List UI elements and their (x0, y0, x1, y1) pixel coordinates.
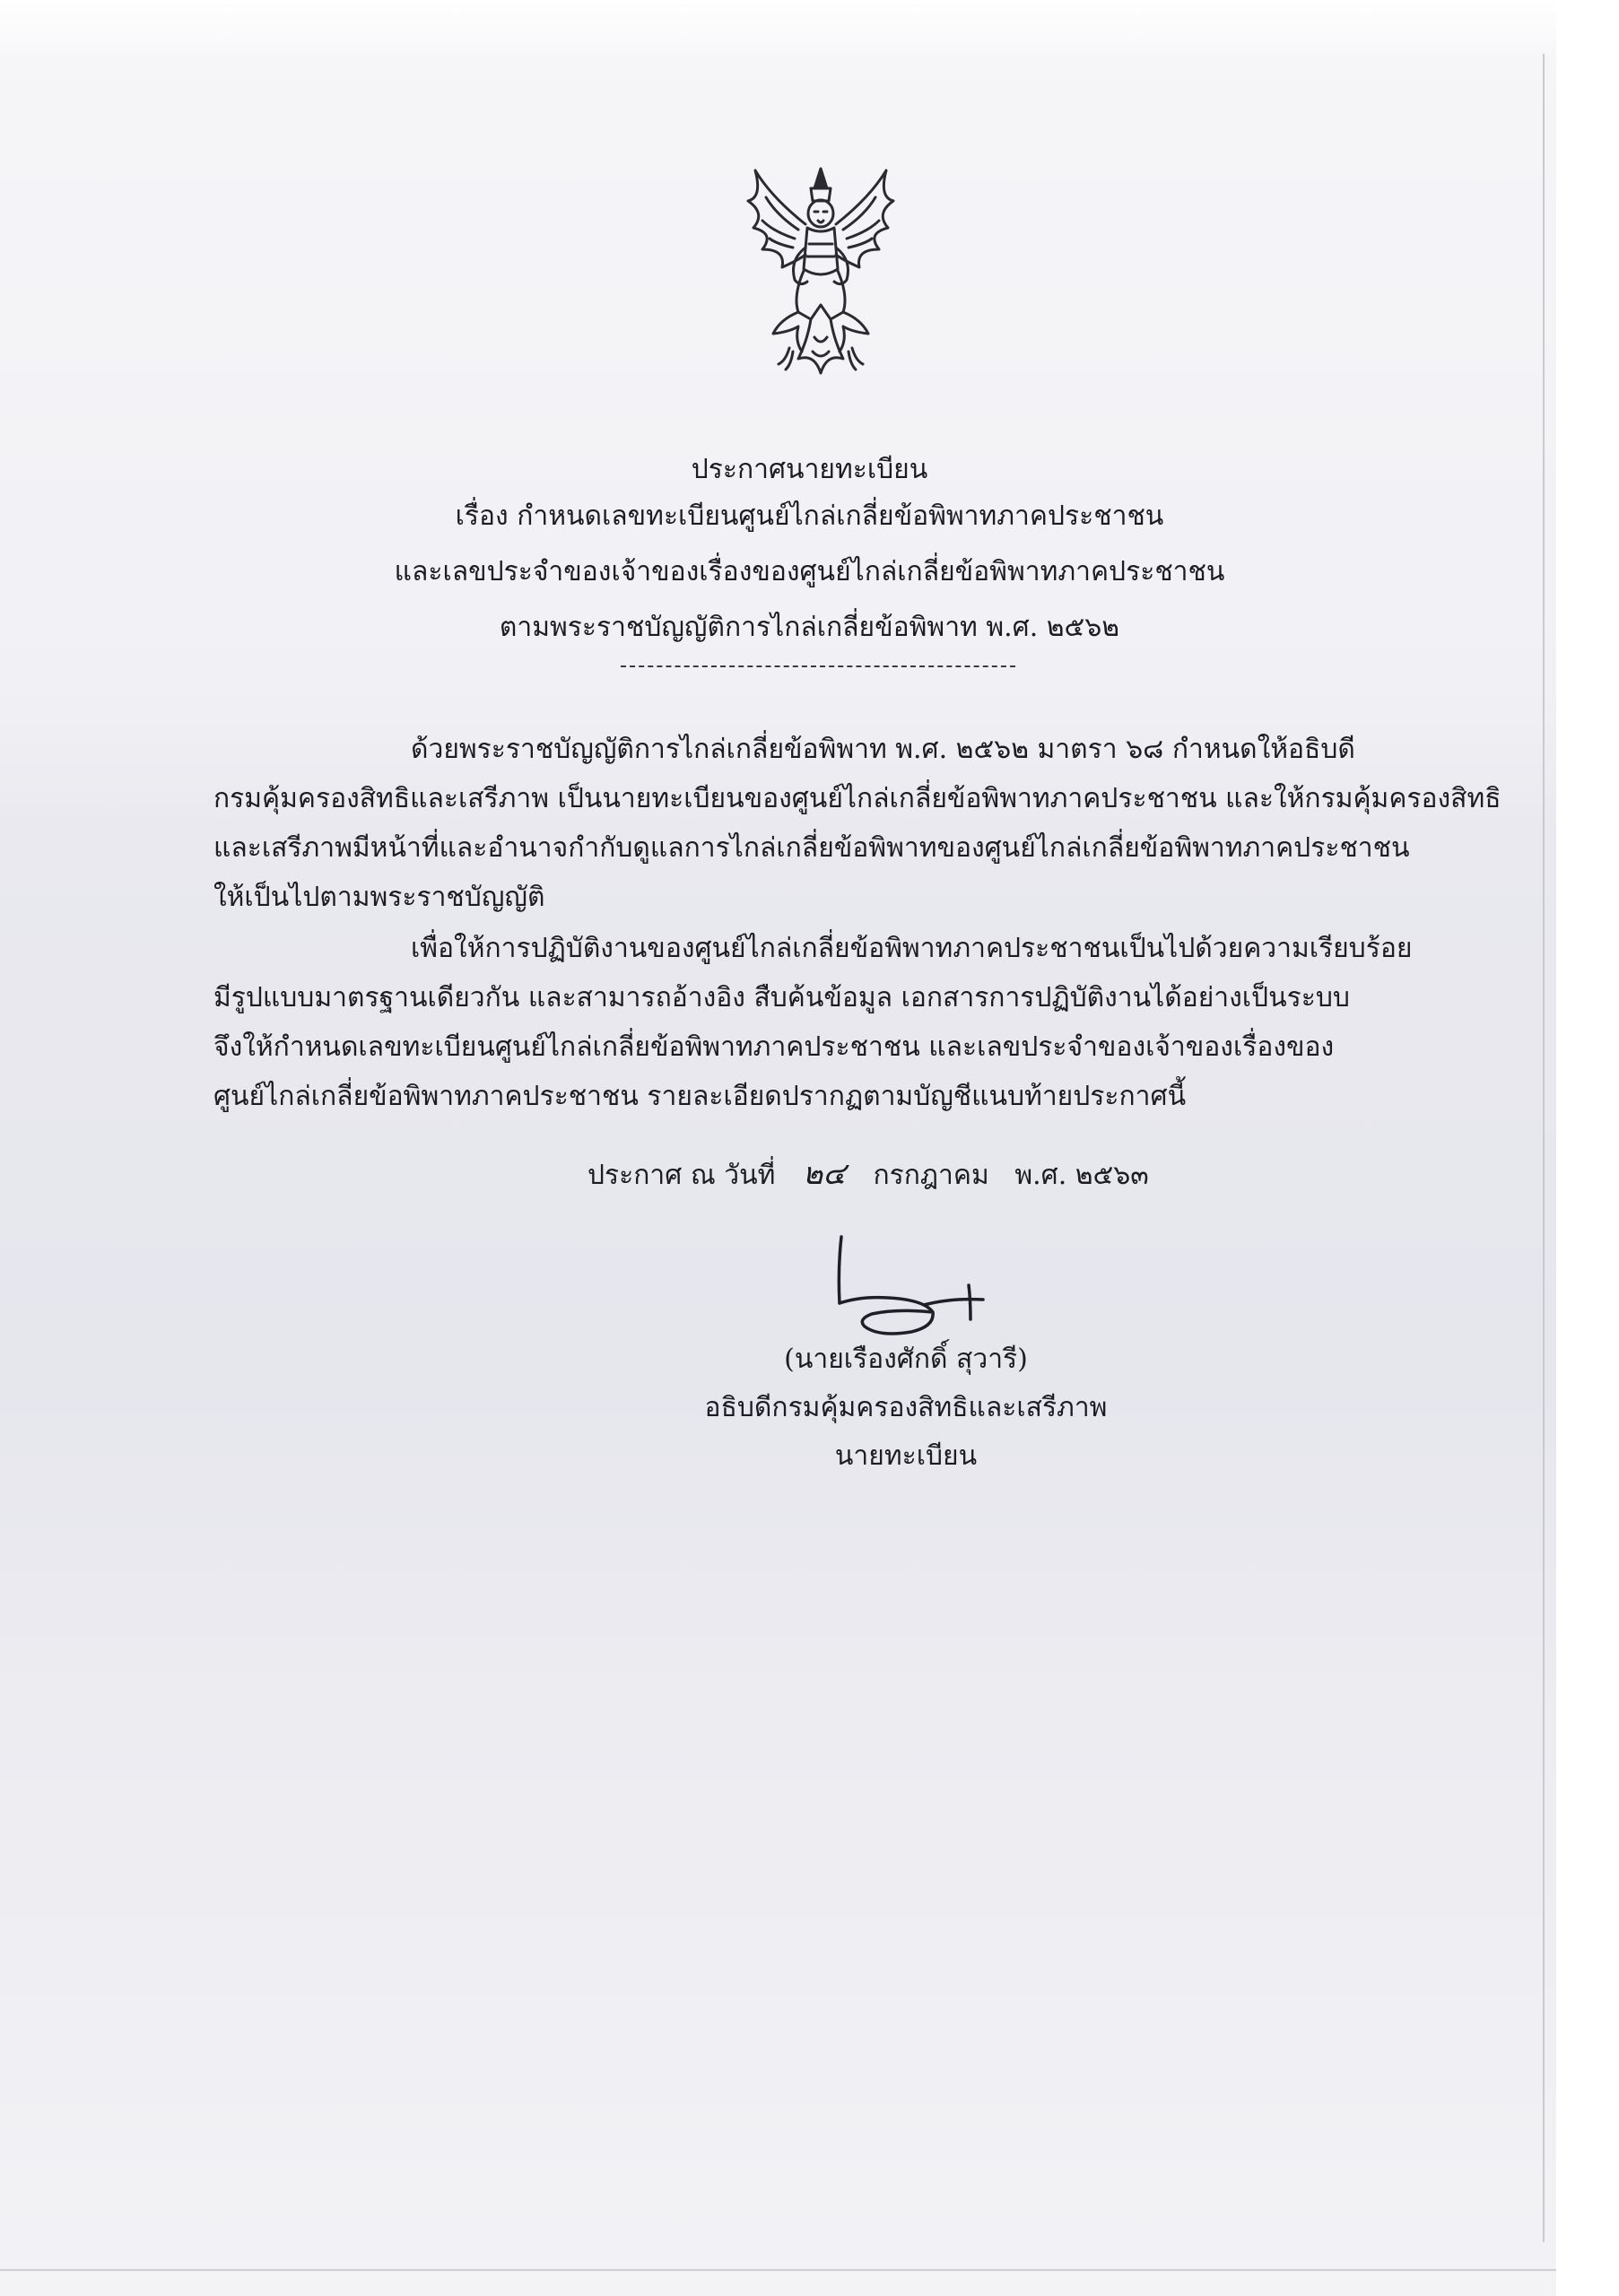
paragraph-2-line-4: ศูนย์ไกล่เกลี่ยข้อพิพาทภาคประชาชน รายละเอียดปรากฏตามบัญชีแนบท้ายประกาศนี้ (213, 1081, 1187, 1112)
paragraph-1-line-1: ด้วยพระราชบัญญัติการไกล่เกลี่ยข้อพิพาท พ.ศ. ๒๕๖๒ มาตรา ๖๘ กำหนดให้อธิบดี (411, 734, 1355, 765)
announcement-date (588, 1152, 1149, 1197)
signatory-role: นายทะเบียน (834, 1440, 978, 1472)
scan-edge-line (1543, 54, 1545, 2242)
date-month: กรกฎาคม (873, 1160, 989, 1191)
paragraph-2-line-2: มีรูปแบบมาตรฐานเดียวกัน และสามารถอ้างอิง สืบค้นข้อมูล เอกสารการปฏิบัติงานได้อย่างเป็นระบบ (213, 982, 1350, 1013)
subject-line-2: และเลขประจำของเจ้าของเรื่องของศูนย์ไกล่เกลี่ยข้อพิพาทภาคประชาชน (394, 556, 1225, 587)
handwritten-signature (825, 1233, 1014, 1350)
signatory-name: (นายเรืองศักดิ์ สุวารี) (784, 1344, 1028, 1375)
date-year: พ.ศ. ๒๕๖๓ (1014, 1160, 1149, 1191)
title-separator (621, 665, 1015, 667)
subject-line-1: เรื่อง กำหนดเลขทะเบียนศูนย์ไกล่เกลี่ยข้อพิพาทภาคประชาชน (455, 500, 1164, 532)
signatory-position: อธิบดีกรมคุ้มครองสิทธิและเสรีภาพ (704, 1392, 1108, 1423)
date-day: ๒๔ (802, 1156, 846, 1192)
paragraph-1 (213, 725, 1501, 922)
date-prefix: ประกาศ ณ วันที่ (588, 1160, 776, 1191)
paragraph-2-line-3: จึงให้กำหนดเลขทะเบียนศูนย์ไกล่เกลี่ยข้อพิพาทภาคประชาชน และเลขประจำของเจ้าของเรื่องของ (213, 1031, 1335, 1063)
scan-right-margin (1556, 0, 1619, 2296)
subject-line-3: ตามพระราชบัญญัติการไกล่เกลี่ยข้อพิพาท พ.ศ. ๒๕๖๒ (499, 612, 1120, 643)
garuda-emblem-icon (736, 161, 906, 386)
paragraph-1-line-4: ให้เป็นไปตามพระราชบัญญัติ (213, 882, 545, 913)
scan-bottom-line (0, 2269, 1556, 2271)
announcement-title: ประกาศนายทะเบียน (691, 454, 928, 485)
paragraph-1-line-2: กรมคุ้มครองสิทธิและเสรีภาพ เป็นนายทะเบียนของศูนย์ไกล่เกลี่ยข้อพิพาทภาคประชาชน และให้กรมคุ้มครองสิทธิ (213, 783, 1501, 814)
paragraph-2 (213, 924, 1415, 1121)
scan-top-edge (0, 0, 1619, 63)
paragraph-2-line-1: เพื่อให้การปฏิบัติงานของศูนย์ไกล่เกลี่ยข้อพิพาทภาคประชาชนเป็นไปด้วยความเรียบร้อย (411, 933, 1413, 964)
paragraph-1-line-3: และเสรีภาพมีหน้าที่และอำนาจกำกับดูแลการไกล่เกลี่ยข้อพิพาทของศูนย์ไกล่เกลี่ยข้อพิพาทภาคประชาชน (213, 832, 1410, 864)
